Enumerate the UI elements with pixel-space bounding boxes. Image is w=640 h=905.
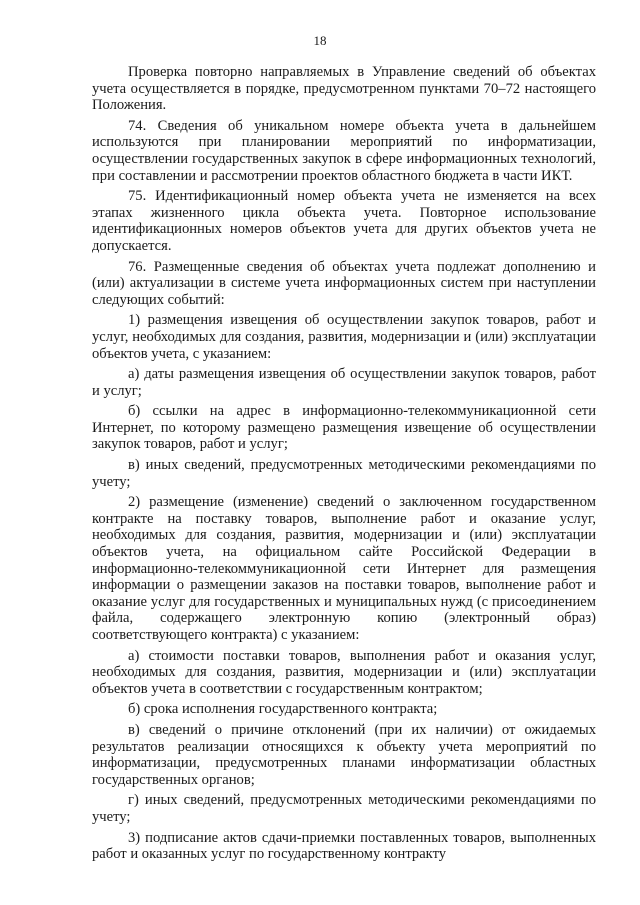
sub-item-2c: в) сведений о причине отклонений (при их наличии) от ожидаемых результатов реализации относящихся к объекту учета мероприятий по информатизации, предусмотренных планами информатизации областных государственных органов; bbox=[92, 721, 596, 788]
sub-item-1c: в) иных сведений, предусмотренных методическими рекомендациями по учету; bbox=[92, 457, 596, 490]
sub-item-2d: г) иных сведений, предусмотренных методическими рекомендациями по учету; bbox=[92, 792, 596, 825]
paragraph-verification: Проверка повторно направляемых в Управление сведений об объектах учета осуществляется в порядке, предусмотренном пунктами 70–72 настоящего Положения. bbox=[92, 64, 596, 114]
document-body bbox=[92, 64, 596, 867]
paragraph-74: 74. Сведения об уникальном номере объекта учета в дальнейшем используются при планировании мероприятий по информатизации, осуществлении государственных закупок в сфере информационных технологий, при составлении и рассмотрении проектов областного бюджета в части ИКТ. bbox=[92, 117, 596, 184]
list-item-1: 1) размещения извещения об осуществлении закупок товаров, работ и услуг, необходимых для создания, развития, модернизации и (или) эксплуатации объектов учета, с указанием: bbox=[92, 312, 596, 362]
sub-item-1a: а) даты размещения извещения об осуществлении закупок товаров, работ и услуг; bbox=[92, 366, 596, 399]
sub-item-2b: б) срока исполнения государственного контракта; bbox=[128, 701, 438, 718]
sub-item-1b: б) ссылки на адрес в информационно-телекоммуникационной сети Интернет, по которому размещено размещения извещение об осуществлении закупок товаров, работ и услуг; bbox=[92, 403, 596, 453]
paragraph-76: 76. Размещенные сведения об объектах учета подлежат дополнению и (или) актуализации в системе учета информационных систем при наступлении следующих событий: bbox=[92, 258, 596, 308]
sub-item-2a: а) стоимости поставки товаров, выполнения работ и оказания услуг, необходимых для создания, развития, модернизации и (или) эксплуатации объектов учета в соответствии с государственным контрактом; bbox=[92, 647, 596, 697]
list-item-2: 2) размещение (изменение) сведений о заключенном государственном контракте на поставку товаров, выполнение работ и оказание услуг, необходимых для создания, развития, модернизации и (или) эксплуатации объектов учета, на официальном сайте Российской Федерации в информационно-телекоммуникационной сети Интернет для размещения информации о размещении заказов на поставки товаров, выполнение работ и оказание услуг для государственных и муниципальных нужд (с присоединением файла, содержащего электронную копию (электронный образ) соответствующего контракта) с указанием: bbox=[92, 494, 596, 643]
list-item-3: 3) подписание актов сдачи-приемки поставленных товаров, выполненных работ и оказанных услуг по государственному контракту bbox=[92, 829, 596, 863]
paragraph-75: 75. Идентификационный номер объекта учета не изменяется на всех этапах жизненного цикла объекта учета. Повторное использование идентификационных номеров объектов учета для других объектов учета не допускается. bbox=[92, 188, 596, 254]
page-number: 18 bbox=[313, 33, 327, 48]
